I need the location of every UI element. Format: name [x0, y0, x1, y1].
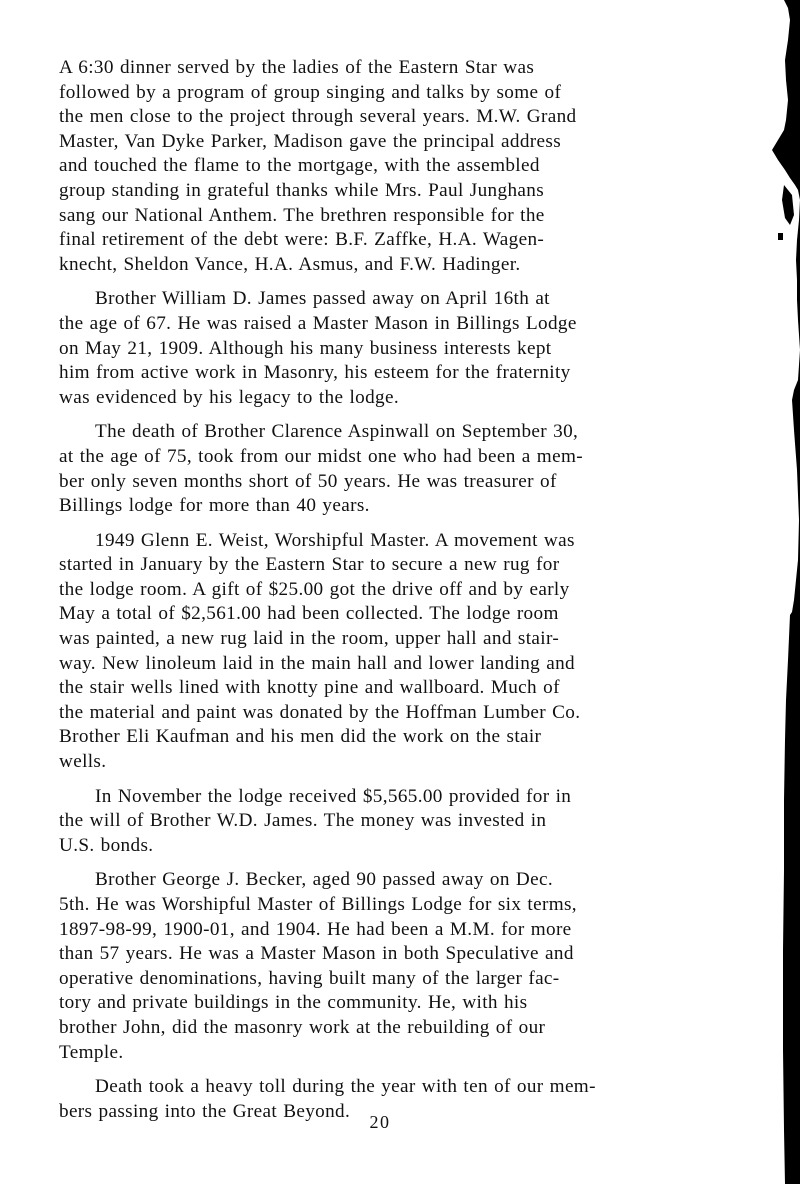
- text-line: on May 21, 1909. Although his many business interests kept: [59, 337, 552, 359]
- paragraph: [59, 56, 734, 277]
- text-line: tory and private buildings in the community. He, with his: [59, 992, 528, 1014]
- paragraph: [59, 785, 734, 859]
- text-line: 1897-98-99, 1900-01, and 1904. He had been a M.M. for more: [59, 918, 572, 940]
- binding-shadow-edge: [740, 0, 800, 1184]
- text-line: and touched the flame to the mortgage, with the assembled: [59, 155, 540, 177]
- text-line: brother John, did the masonry work at the rebuilding of our: [59, 1016, 546, 1038]
- paragraph: [59, 868, 734, 1065]
- text-line: the stair wells lined with knotty pine and wallboard. Much of: [59, 677, 560, 699]
- paragraph: [59, 420, 734, 518]
- text-line: operative denominations, having built many of the larger fac-: [59, 967, 560, 989]
- text-line: In November the lodge received $5,565.00 provided for in: [95, 785, 572, 807]
- text-line: U.S. bonds.: [59, 834, 154, 856]
- text-line: the material and paint was donated by the Hoffman Lumber Co.: [59, 701, 581, 723]
- text-line: Master, Van Dyke Parker, Madison gave the principal address: [59, 130, 562, 152]
- text-line: was painted, a new rug laid in the room, upper hall and stair-: [59, 628, 560, 650]
- text-line: the will of Brother W.D. James. The money was invested in: [59, 810, 547, 832]
- text-line: was evidenced by his legacy to the lodge.: [59, 386, 399, 408]
- text-line: Brother George J. Becker, aged 90 passed away on Dec.: [95, 869, 553, 891]
- text-line: Brother William D. James passed away on April 16th at: [95, 288, 550, 310]
- text-line: Billings lodge for more than 40 years.: [59, 495, 370, 517]
- text-line: May a total of $2,561.00 had been collected. The lodge room: [59, 603, 559, 625]
- text-line: way. New linoleum laid in the main hall and lower landing and: [59, 652, 575, 674]
- text-line: group standing in grateful thanks while Mrs. Paul Junghans: [59, 179, 545, 201]
- text-line: A 6:30 dinner served by the ladies of the Eastern Star was: [59, 57, 535, 78]
- text-line: the men close to the project through several years. M.W. Grand: [59, 106, 577, 128]
- text-line: wells.: [59, 751, 107, 773]
- body-text: [59, 56, 734, 1134]
- text-line: The death of Brother Clarence Aspinwall on September 30,: [95, 421, 579, 443]
- text-line: the age of 67. He was raised a Master Mason in Billings Lodge: [59, 312, 577, 334]
- text-line: started in January by the Eastern Star to secure a new rug for: [59, 554, 560, 576]
- paragraph: [59, 287, 734, 410]
- text-line: 1949 Glenn E. Weist, Worshipful Master. A movement was: [95, 529, 575, 551]
- text-line: him from active work in Masonry, his esteem for the fraternity: [59, 362, 571, 384]
- text-line: Temple.: [59, 1041, 124, 1063]
- text-line: at the age of 75, took from our midst one who had been a mem-: [59, 445, 583, 467]
- text-line: Death took a heavy toll during the year with ten of our mem-: [95, 1076, 596, 1098]
- text-line: followed by a program of group singing and talks by some of: [59, 81, 562, 103]
- text-line: final retirement of the debt were: B.F. Zaffke, H.A. Wagen-: [59, 229, 545, 251]
- text-line: bers passing into the Great Beyond.: [59, 1100, 351, 1122]
- text-line: sang our National Anthem. The brethren responsible for the: [59, 204, 545, 226]
- text-line: knecht, Sheldon Vance, H.A. Asmus, and F.W. Hadinger.: [59, 253, 521, 275]
- text-line: ber only seven months short of 50 years. He was treasurer of: [59, 470, 557, 492]
- text-line: 5th. He was Worshipful Master of Billings Lodge for six terms,: [59, 894, 577, 915]
- text-line: than 57 years. He was a Master Mason in both Speculative and: [59, 943, 574, 965]
- text-line: the lodge room. A gift of $25.00 got the drive off and by early: [59, 578, 570, 600]
- text-line: Brother Eli Kaufman and his men did the work on the stair: [59, 726, 542, 748]
- page-number: 20: [369, 1112, 391, 1132]
- paragraph: [59, 529, 734, 775]
